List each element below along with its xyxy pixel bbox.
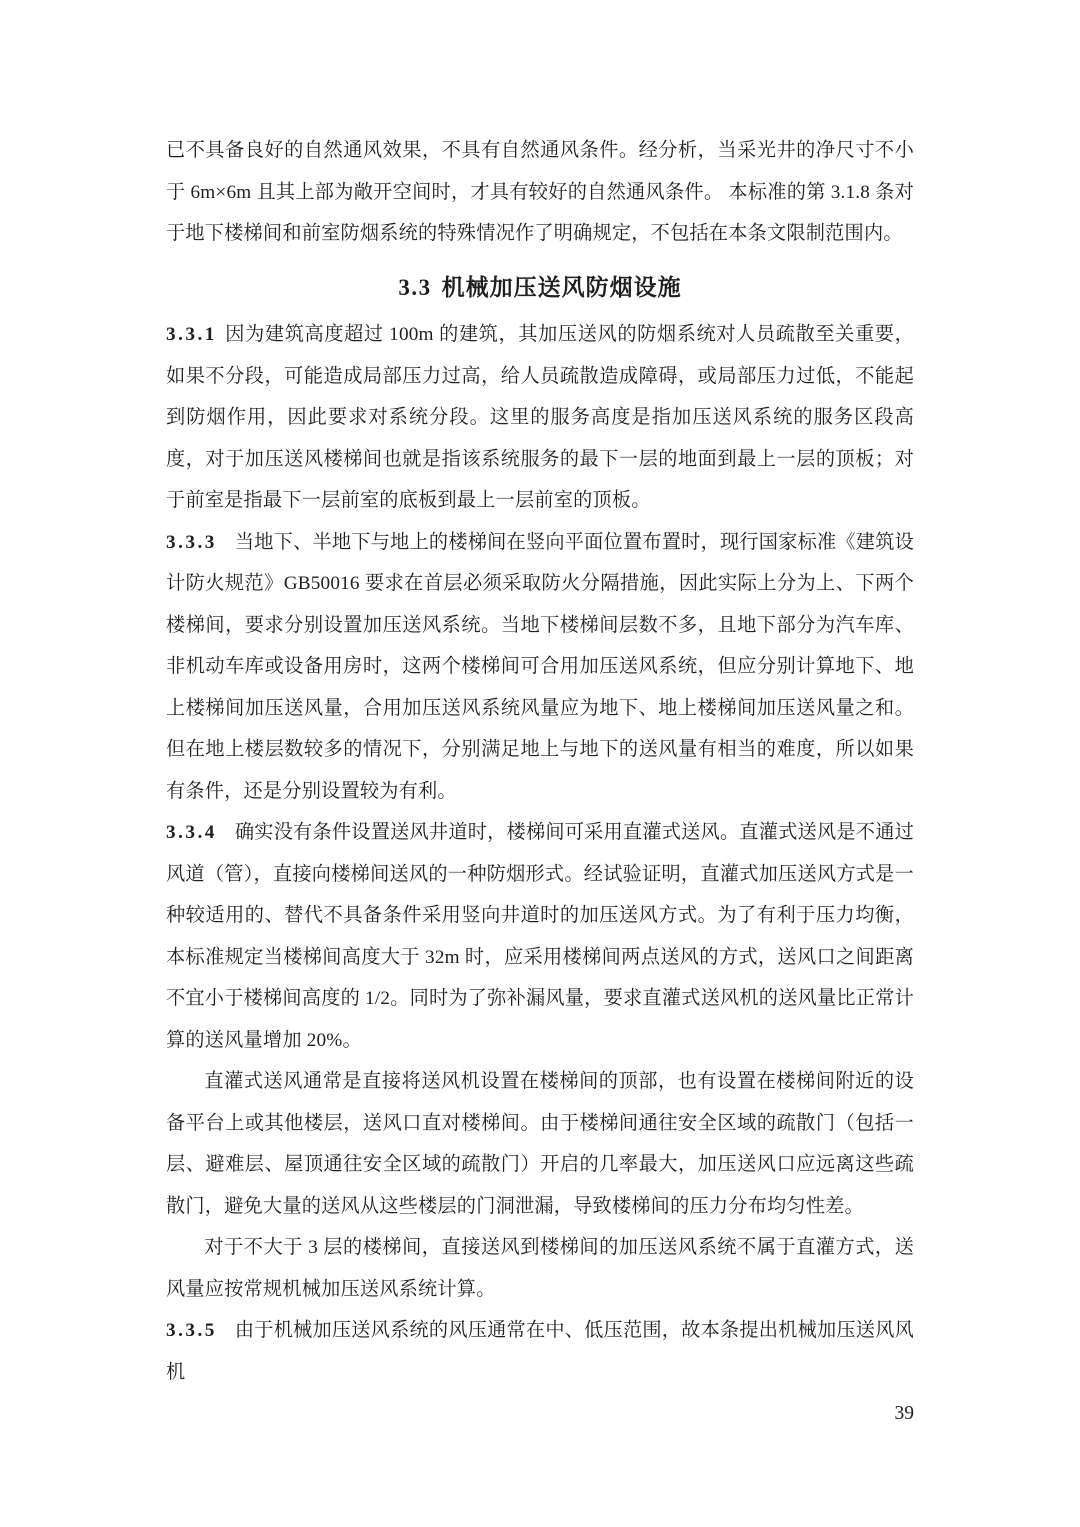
clause-3-3-3 [166,522,914,813]
clause-number: 3.3.3 [166,531,217,553]
clause-3-3-5 [166,1310,914,1393]
clause-3-3-1 [166,314,914,522]
clause-number: 3.3.5 [166,1320,217,1341]
section-heading-title: 机械加压送风防烟设施 [441,274,682,300]
clause-number: 3.3.1 [166,324,217,345]
section-heading [166,267,914,309]
clause-3-3-4 [166,812,914,1061]
paragraph-continuation: 已不具备良好的自然通风效果，不具有自然通风条件。经分析，当采光井的净尺寸不小于 6m×6m 且其上部为敞开空间时，才具有较好的自然通风条件。 本标准的第 3.1.8 条对于地下楼梯间和前室防烟系统的特殊情况作了明确规定，不包括在本条文限制范围内。 [166,140,914,244]
clause-text: 确实没有条件设置送风井道时，楼梯间可采用直灌式送风。直灌式送风是不通过风道（管），直接向楼梯间送风的一种防烟形式。经试验证明，直灌式加压送风方式是一种较适用的、替代不具备条件采用竖向井道时的加压送风方式。为了有利于压力均衡，本标准规定当楼梯间高度大于 32m 时，应采用楼梯间两点送风的方式，送风口之间距离不宜小于楼梯间高度的 1/2。同时为了弥补漏风量，要求直灌式送风机的送风量比正常计算的送风量增加 20%。 [166,822,914,1051]
clause-text: 当地下、半地下与地上的楼梯间在竖向平面位置布置时，现行国家标准《建筑设计防火规范》GB50016 要求在首层必须采取防火分隔措施，因此实际上分为上、下两个楼梯间，要求分别设置加压送风系统。当地下楼梯间层数不多，且地下部分为汽车库、非机动车库或设备用房时，这两个楼梯间可合用加压送风系统，但应分别计算地下、地上楼梯间加压送风量，合用加压送风系统风量应为地下、地上楼梯间加压送风量之和。但在地上楼层数较多的情况下，分别满足地上与地下的送风量有相当的难度，所以如果有条件，还是分别设置较为有利。 [166,531,914,802]
clause-text: 由于机械加压送风系统的风压通常在中、低压范围，故本条提出机械加压送风风机 [166,1320,914,1383]
clause-number: 3.3.4 [166,822,217,843]
clause-text: 因为建筑高度超过 100m 的建筑，其加压送风的防烟系统对人员疏散至关重要，如果不分段，可能造成局部压力过高，给人员疏散造成障碍，或局部压力过低，不能起到防烟作用，因此要求对系统分段。这里的服务高度是指加压送风系统的服务区段高度，对于加压送风楼梯间也就是指该系统服务的最下一层的地面到最上一层的顶板；对于前室是指最下一层前室的底板到最上一层前室的顶板。 [166,324,914,511]
section-heading-number: 3.3 [398,274,432,300]
page-number: 39 [894,1403,914,1424]
paragraph-direct-blow-description: 直灌式送风通常是直接将送风机设置在楼梯间的顶部，也有设置在楼梯间附近的设备平台上或其他楼层，送风口直对楼梯间。由于楼梯间通往安全区域的疏散门（包括一层、避难层、屋顶通往安全区域的疏散门）开启的几率最大，加压送风口应远离这些疏散门，避免大量的送风从这些楼层的门洞泄漏，导致楼梯间的压力分布均匀性差。 [166,1071,914,1217]
paragraph-three-storey-stairwell: 对于不大于 3 层的楼梯间，直接送风到楼梯间的加压送风系统不属于直灌方式，送风量应按常规机械加压送风系统计算。 [166,1237,914,1300]
